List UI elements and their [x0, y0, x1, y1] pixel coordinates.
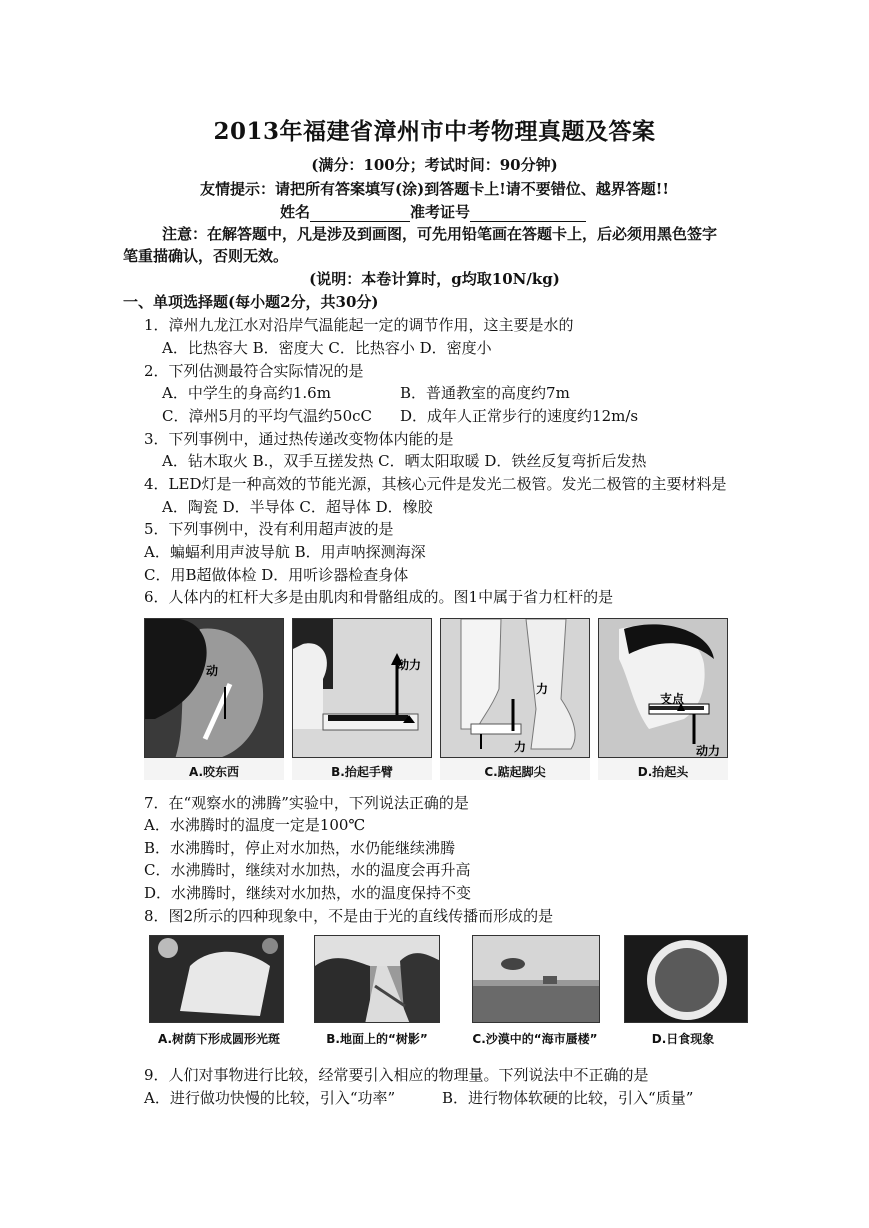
label-dongli-d: 动力: [696, 744, 721, 758]
label-dongli-b: 动力: [397, 658, 422, 672]
question-7-option-d: D．水沸腾时，继续对水加热，水的温度保持不变: [144, 884, 472, 902]
figure-2-panel-b: [302, 935, 452, 1047]
label-li-c1: 力: [536, 682, 549, 696]
figure-1-panel-b: [292, 618, 432, 780]
page-title: 2013年福建省漳州市中考物理真题及答案: [213, 118, 656, 145]
figure-1: [144, 618, 728, 780]
exam-id-blank[interactable]: [470, 207, 586, 222]
question-2-option-d: D．成年人正常步行的速度约12m/s: [400, 407, 639, 425]
figure-1-caption-a: A.咬东西: [188, 765, 240, 779]
figure-1-caption-d: D.抬起头: [637, 765, 689, 779]
question-9: 9．人们对事物进行比较，经常要引入相应的物理量。下列说法中不正确的是: [144, 1066, 649, 1084]
label-zhidian: 支点: [660, 692, 685, 706]
mirage-photo: [472, 935, 600, 1023]
solar-eclipse-photo: [624, 935, 748, 1023]
figure-1-panel-c: [440, 618, 590, 780]
biting-photo: [144, 618, 284, 758]
question-5-options-ab: A．蝙蝠利用声波导航 B．用声呐探测海深: [144, 543, 426, 561]
name-row: [280, 201, 586, 222]
question-1: 1．漳州九龙江水对沿岸气温能起一定的调节作用，这主要是水的: [144, 316, 574, 334]
figure-2-caption-a: A.树荫下形成圆形光斑: [157, 1032, 281, 1046]
tree-shade-photo: [149, 935, 284, 1023]
question-7-option-b: B．水沸腾时，停止对水加热，水仍能继续沸腾: [144, 839, 456, 857]
question-4: 4．LED灯是一种高效的节能光源，其核心元件是发光二极管。发光二极管的主要材料是: [144, 475, 727, 493]
question-5: 5．下列事例中，没有利用超声波的是: [144, 520, 394, 538]
figure-2-caption-b: B.地面上的“树影”: [326, 1032, 428, 1046]
question-2-option-a: A．中学生的身高约1.6m: [162, 384, 331, 402]
question-5-options-cd: C．用B超做体检 D．用听诊器检查身体: [144, 566, 409, 584]
figure-1-caption-c: C.踮起脚尖: [484, 765, 546, 779]
label-li-c2: 力: [514, 740, 527, 754]
exam-id-label: 准考证号: [410, 203, 471, 221]
tree-shadow-photo: [314, 935, 440, 1023]
question-7-option-a: A．水沸腾时的温度一定是100℃: [144, 816, 366, 834]
explain-line: (说明：本卷计算时，g均取10N/kg): [309, 270, 560, 288]
question-7: 7．在“观察水的沸腾”实验中，下列说法正确的是: [144, 794, 469, 812]
question-2: 2．下列估测最符合实际情况的是: [144, 362, 364, 380]
question-2-option-b: B．普通教室的高度约7m: [400, 384, 570, 402]
question-8: 8．图2所示的四种现象中，不是由于光的直线传播而形成的是: [144, 907, 554, 925]
name-label: 姓名: [280, 203, 311, 221]
question-9-option-a: A．进行做功快慢的比较，引入“功率”: [144, 1089, 396, 1107]
note-line-2: 笔重描确认，否则无效。: [123, 247, 289, 265]
figure-2-caption-c: C.沙漠中的“海市蜃楼”: [472, 1032, 598, 1046]
section-heading: 一、单项选择题(每小题2分，共30分): [123, 293, 379, 311]
head-photo: [598, 618, 728, 758]
figure-1-panel-a: [144, 618, 284, 780]
figure-1-caption-b: B.抬起手臂: [331, 765, 393, 779]
figure-2-panel-d: [618, 935, 748, 1047]
figure-2-panel-c: [460, 935, 610, 1047]
question-7-option-c: C．水沸腾时，继续对水加热，水的温度会再升高: [144, 861, 471, 879]
question-4-options: A．陶瓷 D．半导体 C．超导体 D．橡胶: [162, 498, 433, 516]
question-2-option-c: C．漳州5月的平均气温约50cC: [162, 407, 372, 425]
label-dong: 动: [206, 664, 219, 678]
score-line: (满分：100分；考试时间：90分钟): [311, 156, 558, 174]
question-9-option-b: B．进行物体软硬的比较，引入“质量”: [442, 1089, 694, 1107]
figure-2: [144, 935, 748, 1047]
tiptoe-photo: [440, 618, 590, 758]
question-3-options: A．钻木取火 B.，双手互搓发热 C．晒太阳取暖 D．铁丝反复弯折后发热: [162, 452, 647, 470]
note-line-1: 注意：在解答题中，凡是涉及到画图，可先用铅笔画在答题卡上，后必须用黑色签字: [162, 225, 718, 243]
figure-2-panel-a: [144, 935, 294, 1047]
question-1-options: A．比热容大 B．密度大 C．比热容小 D．密度小: [162, 339, 492, 357]
figure-1-panel-d: [598, 618, 728, 780]
arm-photo: [292, 618, 432, 758]
figure-2-caption-d: D.日食现象: [651, 1032, 715, 1046]
question-3: 3．下列事例中，通过热传递改变物体内能的是: [144, 430, 454, 448]
name-blank[interactable]: [310, 207, 410, 222]
question-6: 6．人体内的杠杆大多是由肌肉和骨骼组成的。图1中属于省力杠杆的是: [144, 588, 614, 606]
friendly-tip: 友情提示：请把所有答案填写(涂)到答题卡上!请不要错位、越界答题!!: [200, 180, 669, 198]
